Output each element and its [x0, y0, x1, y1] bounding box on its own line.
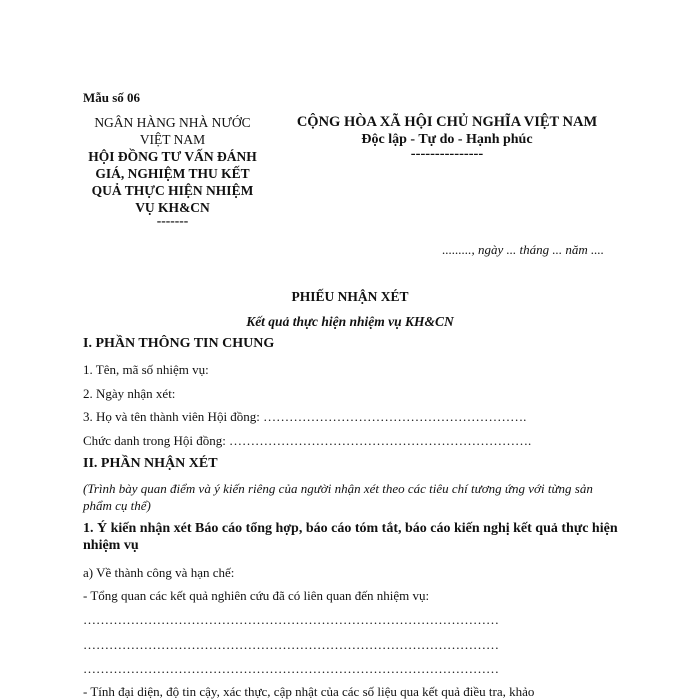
- national-title: CỘNG HÒA XÃ HỘI CHỦ NGHĨA VIỆT NAM: [296, 114, 598, 130]
- document-title: PHIẾU NHẬN XÉT: [291, 289, 409, 304]
- section-1-heading: I. PHẦN THÔNG TIN CHUNG: [83, 336, 275, 351]
- national-rule: ---------------: [410, 146, 484, 162]
- dotted-line-3: ……………………………………………………………………………………: [83, 661, 499, 676]
- dotted-line-2: ……………………………………………………………………………………: [83, 637, 499, 652]
- section-2-heading: II. PHẦN NHẬN XÉT: [83, 456, 218, 471]
- council-line-2: GIÁ, NGHIỆM THU KẾT: [95, 166, 250, 181]
- national-motto: Độc lập - Tự do - Hạnh phúc: [361, 132, 533, 147]
- task-name-field: 1. Tên, mã số nhiệm vụ:: [83, 362, 209, 377]
- form-number: Mẫu số 06: [83, 90, 141, 105]
- date-line: ........., ngày ... tháng ... năm ....: [442, 242, 604, 257]
- national-heading: [282, 114, 612, 160]
- bullet-reliability: - Tính đại diện, độ tin cậy, xác thực, cập nhật của các số liệu qua kết quả điều tra, khảo: [83, 684, 535, 699]
- council-line-1: HỘI ĐỒNG TƯ VẤN ĐÁNH: [88, 149, 257, 164]
- document-subtitle: Kết quả thực hiện nhiệm vụ KH&CN: [246, 314, 454, 329]
- council-title-field: Chức danh trong Hội đồng: …………………………………………………………….: [83, 433, 532, 448]
- council-line-3: QUẢ THỰC HIỆN NHIỆM: [91, 183, 254, 198]
- subsection-1-heading: 1. Ý kiến nhận xét Báo cáo tổng hợp, báo cáo tóm tắt, báo cáo kiến nghị kết quả thực hiện nhiệm vụ: [83, 521, 618, 553]
- item-a: a) Về thành công và hạn chế:: [83, 565, 235, 580]
- org-line-2: VIỆT NAM: [139, 132, 206, 147]
- org-rule: -------: [156, 213, 189, 228]
- bullet-overview: - Tổng quan các kết quả nghiên cứu đã có liên quan đến nhiệm vụ:: [83, 588, 430, 603]
- section-2-note: (Trình bày quan điểm và ý kiến riêng của người nhận xét theo các tiêu chí tương ứng với từng sản phẩm cụ thể): [83, 481, 593, 513]
- member-name-field: 3. Họ và tên thành viên Hội đồng: …………………………………………………….: [83, 409, 527, 424]
- org-line-1: NGÂN HÀNG NHÀ NƯỚC: [94, 115, 251, 130]
- council-line-4: VỤ KH&CN: [135, 200, 210, 215]
- review-date-field: 2. Ngày nhận xét:: [83, 386, 176, 401]
- dotted-line-1: ……………………………………………………………………………………: [83, 612, 499, 627]
- issuing-organization: [70, 114, 275, 226]
